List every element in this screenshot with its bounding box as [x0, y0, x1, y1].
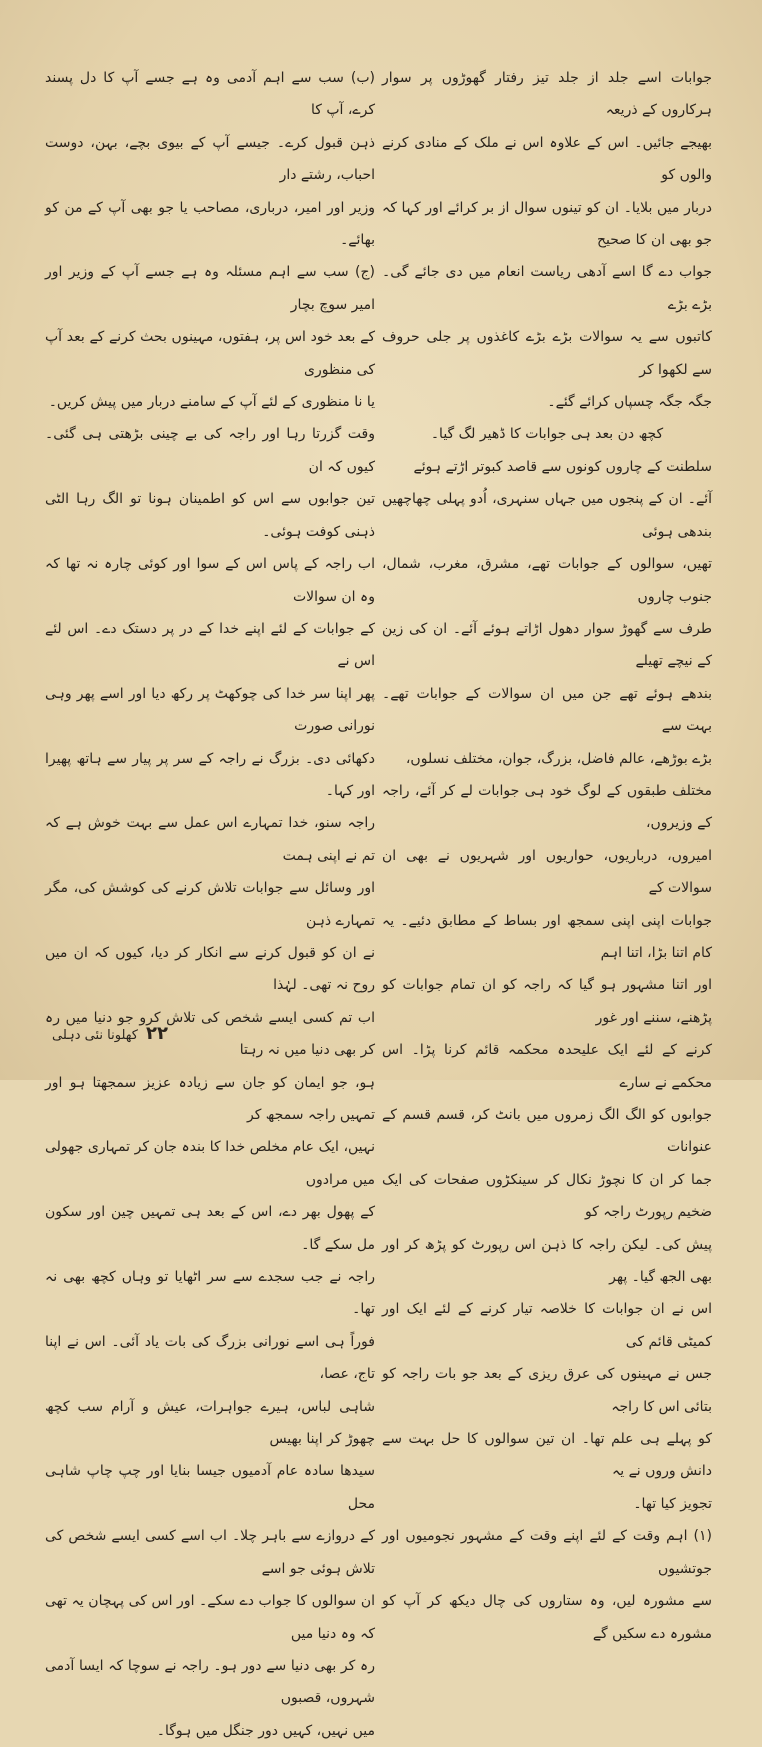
text-line: اور وسائل سے جوابات تلاش کرنے کی کوشش کی، مگر تمہارے ذہن — [45, 880, 375, 929]
text-line: کے بعد خود اس پر، ہفتوں، مہینوں بحث کرنے کے بعد آپ کی منظوری — [45, 329, 375, 378]
text-column-right — [382, 62, 712, 1650]
text-line: راجہ نے جب سجدے سے سر اٹھایا تو وہاں کچھ بھی نہ تھا۔ — [45, 1269, 375, 1318]
text-line: تھیں، سوالوں کے جوابات تھے، مشرق، مغرب، شمال، جنوب چاروں — [382, 556, 712, 605]
text-line: جگہ جگہ چسپاں کرائے گئے۔ — [547, 394, 712, 411]
text-line: سلطنت کے چاروں کونوں سے قاصد کبوتر اڑتے ہوئے — [413, 458, 712, 475]
text-line: مختلف طبقوں کے لوگ خود ہی جوابات لے کر آئے، راجہ کے وزیروں، — [382, 782, 712, 832]
text-column-left — [45, 62, 375, 1747]
text-line: کے دروازے سے باہر چلا۔ اب اسے کسی ایسے شخص کی تلاش ہوئی جو اسے — [45, 1528, 375, 1577]
text-line: جما کر ان کا نچوڑ نکال کر سینکڑوں صفحات کی ایک ضخیم رپورٹ راجہ کو — [382, 1171, 712, 1221]
text-line: تجویز کیا تھا۔ — [633, 1495, 712, 1512]
text-line: اب تم کسی ایسے شخص کی تلاش کرو جو دنیا میں رہ کر بھی دنیا میں نہ رہتا — [45, 1009, 375, 1059]
text-line: جوابوں کو الگ الگ زمروں میں بانٹ کر، قسم قسم کے عنوانات — [382, 1107, 712, 1156]
text-line: بندھے ہوئے تھے جن میں ان سوالات کے جوابات تھے۔ بہت سے — [382, 685, 712, 735]
text-line: اب راجہ کے پاس اس کے سوا اور کوئی چارہ نہ تھا کہ وہ ان سوالات — [45, 556, 375, 605]
text-line: آئے۔ ان کے پنجوں میں جہاں سنہری، اُدو پہلی چھاچھیں بندھی ہوئی — [382, 491, 712, 540]
text-line: (ب) سب سے اہم آدمی وہ ہے جسے آپ کا دل پسند کرے، آپ کا — [45, 70, 375, 119]
page-footer — [52, 1023, 168, 1044]
text-line: وقت گزرتا رہا اور راجہ کی بے چینی بڑھتی ہی گئی۔ کیوں کہ ان — [45, 426, 375, 475]
page-number: ۲۲ — [145, 1023, 168, 1044]
text-line: طرف سے گھوڑ سوار دھول اڑاتے ہوئے آئے۔ ان کی زین کے نیچے تھیلے — [382, 620, 712, 670]
text-line: فوراً ہی اسے نورانی بزرگ کی بات یاد آئی۔ اس نے اپنا تاج، عصا، — [45, 1333, 375, 1383]
text-line: وزیر اور امیر، درباری، مصاحب یا جو بھی آپ کے من کو بھائے۔ — [45, 199, 375, 249]
text-line: کے جوابات کے لئے اپنے خدا کے در پر دستک دے۔ اس لئے اس نے — [45, 620, 375, 670]
text-line: دربار میں بلایا۔ ان کو تینوں سوال از بر کرائے اور کہا کہ جو بھی ان کا صحیح — [382, 199, 712, 249]
text-line: کچھ دن بعد ہی جوابات کا ڈھیر لگ گیا۔ — [430, 426, 664, 443]
text-line: راجہ سنو، خدا تمہارے اس عمل سے بہت خوش ہے کہ تم نے اپنی ہمت — [45, 815, 375, 864]
text-line: (ج) سب سے اہم مسئلہ وہ ہے جسے آپ کے وزیر اور امیر سوچ بچار — [45, 264, 375, 313]
text-line: (۱) اہم وقت کے لئے اپنے وقت کے مشہور نجومیوں اور جوتشیوں — [382, 1528, 712, 1577]
text-line: یا نا منظوری کے لئے آپ کے سامنے دربار میں پیش کریں۔ — [48, 394, 375, 411]
text-line: کے پھول بھر دے، اس کے بعد ہی تمہیں چین اور سکون مل سکے گا۔ — [45, 1204, 375, 1253]
text-line: پیش کی۔ لیکن راجہ کا ذہن اس رپورٹ کو پڑھ کر اور بھی الجھ گیا۔ پھر — [382, 1236, 712, 1286]
text-line: سے مشورہ لیں، وہ ستاروں کی چال دیکھ کر آپ کو مشورہ دے سکیں گے — [382, 1593, 712, 1642]
text-line: جس نے مہینوں کی عرق ریزی کے بعد جو بات راجہ کو بتائی اس کا راجہ — [382, 1366, 712, 1415]
text-line: دکھائی دی۔ بزرگ نے راجہ کے سر پر پیار سے ہاتھ پھیرا اور کہا۔ — [45, 750, 375, 799]
text-line: نے ان کو قبول کرنے سے انکار کر دیا، کیوں کہ ان میں روح نہ تھی۔ لہٰذا — [45, 944, 375, 994]
text-line: میں نہیں، کہیں دور جنگل میں ہوگا۔ — [156, 1722, 375, 1739]
text-line: کرنے کے لئے ایک علیحدہ محکمہ قائم کرنا پڑا۔ اس محکمے نے سارے — [382, 1042, 712, 1091]
text-line: جواب دے گا اسے آدھی ریاست انعام میں دی جائے گی۔ بڑے بڑے — [382, 264, 712, 313]
magazine-name: کھلونا نئی دہلی — [52, 1028, 138, 1043]
text-line: تین جوابوں سے اس کو اطمینان ہونا تو الگ رہا الٹی ذہنی کوفت ہوئی۔ — [45, 491, 375, 540]
text-line: اور اتنا مشہور ہو گیا کہ راجہ کو ان تمام جوابات کو پڑھنے، سننے اور غور — [382, 977, 712, 1026]
text-line: جوابات اپنی اپنی سمجھ اور بساط کے مطابق دئیے۔ یہ کام اتنا بڑا، اتنا اہم — [382, 912, 712, 961]
text-line: کو پہلے ہی علم تھا۔ ان تین سوالوں کا حل بہت سے دانش وروں نے یہ — [382, 1431, 712, 1480]
text-line: پھر اپنا سر خدا کی چوکھٹ پر رکھ دیا اور اسے پھر وہی نورانی صورت — [45, 685, 375, 735]
text-line: ان سوالوں کا جواب دے سکے۔ اور اس کی پہچان یہ تھی کہ وہ دنیا میں — [45, 1593, 375, 1642]
text-line: ہو، جو ایمان کو جان سے زیادہ عزیز سمجھتا ہو اور تمہیں راجہ سمجھ کر — [45, 1074, 375, 1123]
text-line: بھیجے جائیں۔ اس کے علاوہ اس نے ملک کے منادی کرنے والوں کو — [382, 134, 712, 184]
text-line: سیدھا سادہ عام آدمیوں جیسا بنایا اور چپ چاپ شاہی محل — [45, 1463, 375, 1512]
text-line: کاتبوں سے یہ سوالات بڑے بڑے کاغذوں پر جلی حروف سے لکھوا کر — [382, 329, 712, 378]
text-line: امیروں، درباریوں، حواریوں اور شہریوں نے بھی ان سوالات کے — [382, 847, 712, 897]
text-line: جوابات اسے جلد از جلد تیز رفتار گھوڑوں پر سوار ہرکاروں کے ذریعہ — [382, 70, 712, 119]
text-line: شاہی لباس، ہیرے جواہرات، عیش و آرام سب کچھ چھوڑ کر اپنا بھیس — [45, 1398, 375, 1448]
text-line: رہ کر بھی دنیا سے دور ہو۔ راجہ نے سوچا کہ ایسا آدمی شہروں، قصبوں — [45, 1657, 375, 1707]
text-line: ذہن قبول کرے۔ جیسے آپ کے بیوی بچے، بہن، دوست احباب، رشتے دار — [45, 134, 375, 184]
text-line: بڑے بوڑھے، عالم فاضل، بزرگ، جوان، مختلف نسلوں، — [405, 750, 712, 767]
text-line: نہیں، ایک عام مخلص خدا کا بندہ جان کر تمہاری جھولی میں مرادوں — [45, 1139, 375, 1188]
text-line: اس نے ان جوابات کا خلاصہ تیار کرنے کے لئے ایک اور کمیٹی قائم کی — [382, 1301, 712, 1350]
